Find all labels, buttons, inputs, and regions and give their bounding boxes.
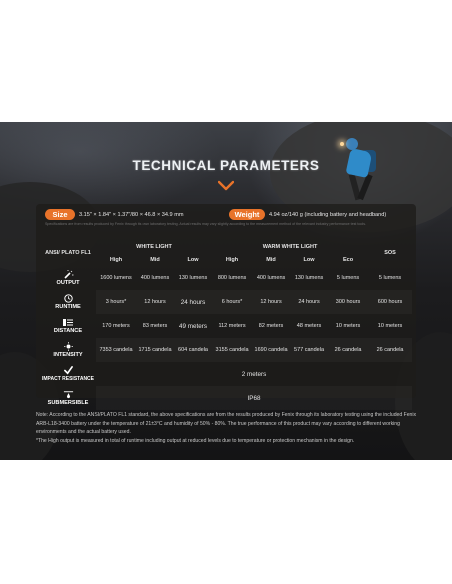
- table-cell: 10 meters: [335, 322, 361, 329]
- table-cell: 12 hours: [252, 290, 290, 314]
- table-row: [40, 314, 412, 338]
- table-cell: 2 meters: [241, 370, 267, 378]
- table-cell: 400 lumens: [256, 274, 286, 281]
- spec-table: [40, 240, 412, 410]
- submersible-icon: [63, 390, 74, 399]
- table-cell: 82 meters: [258, 322, 284, 329]
- table-cell: 400 lumens: [140, 274, 170, 281]
- table-cell: 800 lumens: [217, 274, 247, 281]
- group-white-light: WHITE LIGHT: [136, 243, 172, 250]
- table-cell: 130 lumens: [294, 274, 324, 281]
- weight-tag: Weight: [229, 209, 265, 220]
- table-cell: 24 hours: [290, 290, 328, 314]
- footnote-standard: Note: According to the ANSI/PLATO FL1 standard, the above specifications are from the results produced by Fenix through its laboratory testing using the included Fenix ARB-L18-3400 battery under the temperature of 21±3°C and humidity of 50% - 80%. The true performance of this product may vary according to different working environments and the actual battery used.: [36, 412, 417, 435]
- intensity-icon: [64, 342, 73, 351]
- page-title: TECHNICAL PARAMETERS: [132, 158, 320, 173]
- weight-value: 4.94 oz/140 g (including battery and headband): [269, 212, 387, 218]
- table-cell: 10 meters: [377, 322, 403, 329]
- standard-label: ANSI/ PLATO FL1: [45, 249, 91, 256]
- clock-icon: [64, 294, 73, 303]
- table-row: [40, 266, 412, 290]
- group-sos: SOS: [384, 249, 396, 256]
- row-label-impact-resistance: IMPACT RESISTANCE: [40, 362, 96, 386]
- mode-header: High: [225, 256, 239, 263]
- footnote: [36, 411, 418, 445]
- table-cell: 112 meters: [218, 322, 246, 329]
- hero-banner: [0, 122, 452, 460]
- table-cell: 6 hours*: [212, 290, 252, 314]
- size-value: 3.15" × 1.84" × 1.37"/80 × 46.8 × 34.9 mm: [79, 212, 184, 218]
- table-cell: 604 candela: [174, 338, 212, 362]
- mode-header: Mid: [266, 256, 276, 263]
- row-label-output: OUTPUT: [40, 266, 96, 290]
- table-cell: 49 meters: [179, 322, 208, 330]
- table-row: [40, 290, 412, 314]
- table-cell: 24 hours: [174, 290, 212, 314]
- table-cell: 577 candela: [290, 338, 328, 362]
- table-cell: 300 hours: [328, 290, 368, 314]
- row-label-distance: DISTANCE: [40, 314, 96, 338]
- table-cell: 83 meters: [142, 322, 168, 329]
- beam-distance-icon: [62, 318, 74, 327]
- mode-header: Mid: [150, 256, 160, 263]
- table-row: [40, 338, 412, 362]
- table-cell: 26 candela: [328, 338, 368, 362]
- table-cell: 600 hours: [368, 290, 412, 314]
- row-label-intensity: INTENSITY: [40, 338, 96, 362]
- mode-header: Low: [187, 256, 199, 263]
- group-warm-white-light: WARM WHITE LIGHT: [262, 243, 318, 250]
- row-label-submersible: SUBMERSIBLE: [40, 386, 96, 410]
- mode-header: Eco: [342, 256, 354, 263]
- chevron-down-icon: [218, 180, 234, 192]
- table-cell: 12 hours: [136, 290, 174, 314]
- size-footnote: Specifications are from results produced by Fenix through its own laboratory testing. Actual results may vary slightly according to the measurement method of the relevant industry performance test tools.: [45, 222, 366, 226]
- table-cell: IP68: [96, 386, 412, 410]
- output-icon: [62, 270, 74, 279]
- table-cell: 1690 candela: [252, 338, 290, 362]
- footnote-high-output: *The High output is measured in total of runtime including output at reduced levels due to temperature or protection mechanism in the design.: [36, 437, 355, 444]
- table-cell: 130 lumens: [178, 274, 208, 281]
- table-cell: 3 hours*: [96, 290, 136, 314]
- table-cell: 5 lumens: [378, 274, 402, 281]
- table-cell: 26 candela: [368, 338, 412, 362]
- impact-icon: [64, 366, 73, 375]
- table-cell: 1600 lumens: [100, 274, 132, 281]
- row-label-runtime: RUNTIME: [40, 290, 96, 314]
- table-cell: 3155 candela: [212, 338, 252, 362]
- table-cell: 5 lumens: [336, 274, 360, 281]
- mode-header: Low: [303, 256, 315, 263]
- table-cell: 48 meters: [296, 322, 322, 329]
- table-row: [40, 386, 412, 410]
- table-cell: 7353 candela: [96, 338, 136, 362]
- size-tag: Size: [45, 209, 75, 220]
- table-cell: 1715 candela: [136, 338, 174, 362]
- table-cell: 170 meters: [102, 322, 130, 329]
- mode-header: High: [109, 256, 123, 263]
- table-row: [40, 362, 412, 386]
